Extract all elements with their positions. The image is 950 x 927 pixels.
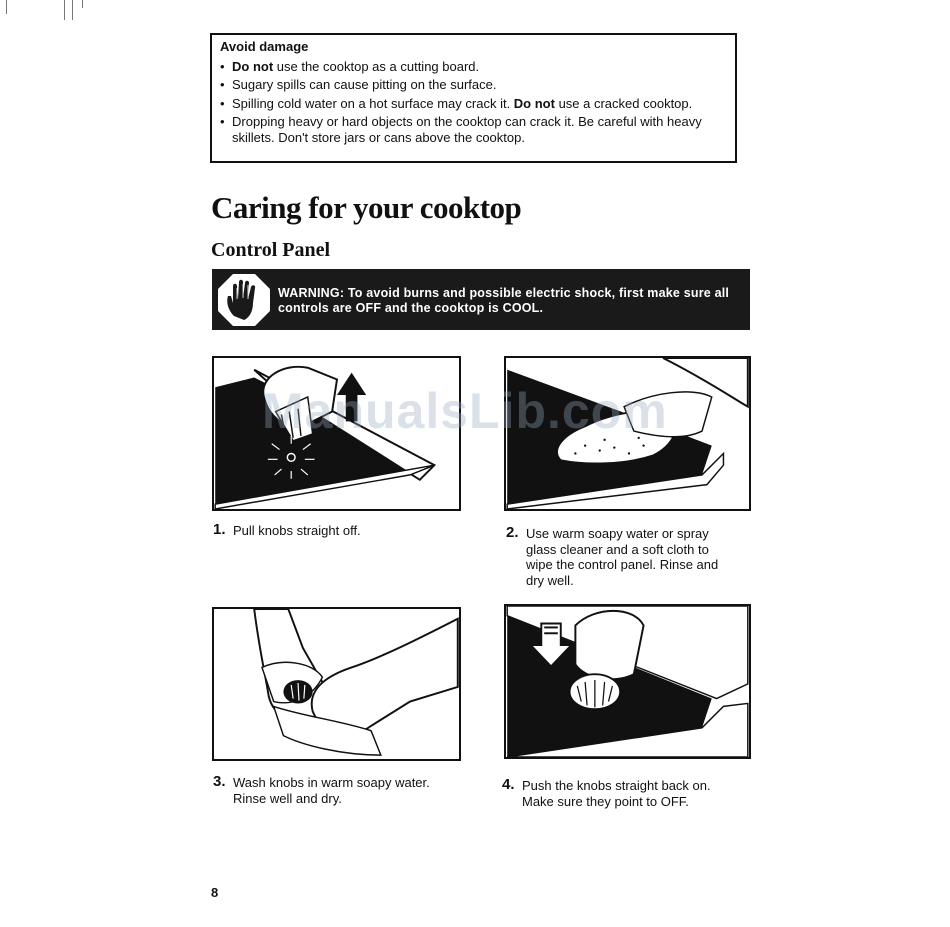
step-4 (502, 778, 752, 809)
list-item-text: Sugary spills can cause pitting on the surface. (232, 77, 497, 92)
step-text: Wash knobs in warm soapy water. Rinse well and dry. (233, 775, 430, 806)
avoid-damage-list (220, 59, 727, 146)
illustration-wash-knob (212, 607, 461, 761)
step-1 (213, 523, 463, 539)
scan-edge-marks (6, 0, 96, 24)
push-knob-drawing (506, 606, 749, 757)
list-item (220, 77, 727, 93)
step-3 (213, 775, 468, 806)
step-text: Push the knobs straight back on. Make sure they point to OFF. (522, 778, 711, 809)
list-item-text: use the cooktop as a cutting board. (273, 58, 480, 74)
step-number: 3. (213, 773, 226, 790)
warning-banner (212, 269, 750, 330)
avoid-damage-title: Avoid damage (220, 39, 309, 54)
step-text: Use warm soapy water or spray glass cleaner and a soft cloth to wipe the control panel. Rinse and dry well. (526, 526, 719, 588)
step-text: Pull knobs straight off. (233, 523, 361, 538)
list-item (220, 59, 727, 75)
section-title: Control Panel (211, 239, 331, 261)
hand-stop-icon (216, 272, 272, 328)
step-number: 2. (506, 524, 519, 541)
watermark: ManualsLib.com (262, 383, 668, 439)
list-item (220, 96, 727, 112)
emphasis-text: Do not (232, 58, 274, 74)
list-item-text: Dropping heavy or hard objects on the cooktop can crack it. Be careful with heavy skillets. Don't store jars or cans above the cooktop. (232, 114, 702, 145)
avoid-damage-box (210, 33, 737, 163)
page-title: Caring for your cooktop (211, 190, 522, 225)
list-item-text: use a cracked cooktop. (554, 95, 693, 111)
list-item-text: Spilling cold water on a hot surface may crack it. (232, 95, 514, 111)
step-number: 4. (502, 776, 515, 793)
wash-knob-drawing (214, 609, 459, 759)
step-2 (506, 526, 756, 588)
warning-text: WARNING: To avoid burns and possible electric shock, first make sure all controls are OFF and the cooktop is COOL. (278, 286, 730, 315)
step-number: 1. (213, 521, 226, 538)
page-number: 8 (211, 885, 219, 900)
emphasis-text: Do not (513, 95, 555, 111)
list-item (220, 114, 727, 145)
illustration-push-knob (504, 604, 751, 759)
